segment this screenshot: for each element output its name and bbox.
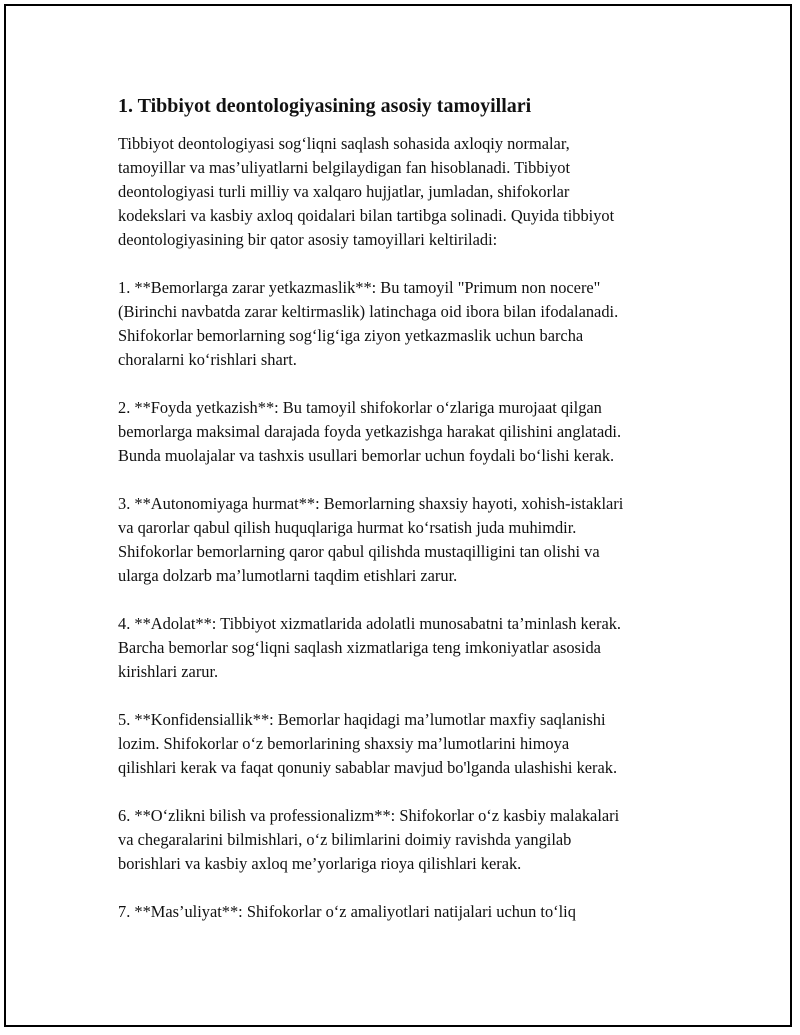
principle-responsibility-paragraph: 7. **Mas’uliyat**: Shifokorlar o‘z amaliyotlari natijalari uchun to‘liq	[118, 902, 576, 921]
principle-no-harm-paragraph: 1. **Bemorlarga zarar yetkazmaslik**: Bu tamoyil "Primum non nocere" (Birinchi navbatda zarar keltirmaslik) latinchaga oid ibora bilan ifodalanadi. Shifokorlar bemorlarning sog‘lig‘iga ziyon yetkazmaslik uchun barcha choralarni ko‘rishlari shart.	[118, 278, 619, 369]
section-heading: 1. Tibbiyot deontologiyasining asosiy tamoyillari	[118, 95, 532, 117]
principle-professionalism-paragraph: 6. **O‘zlikni bilish va professionalizm**: Shifokorlar o‘z kasbiy malakalari va chegaralarini bilmishlari, o‘z bilimlarini doimiy ravishda yangilab borishlari va kasbiy axloq me’yorlariga rioya qilishlari kerak.	[118, 806, 620, 873]
intro-paragraph: Tibbiyot deontologiyasi sog‘liqni saqlash sohasida axloqiy normalar, tamoyillar va mas’uliyatlarni belgilaydigan fan hisoblanadi. Tibbiyot deontologiyasi turli milliy va xalqaro hujjatlar, jumladan, shifokorlar kodekslari va kasbiy axloq qoidalari bilan tartibga solinadi. Quyida tibbiyot deontologiyasining bir qator asosiy tamoyillari keltiriladi:	[118, 134, 615, 249]
principle-justice-paragraph: 4. **Adolat**: Tibbiyot xizmatlarida adolatli munosabatni ta’minlash kerak. Barcha bemorlar sog‘liqni saqlash xizmatlariga teng imkoniyatlar asosida kirishlari zarur.	[118, 614, 622, 681]
document-body	[118, 92, 698, 948]
principle-autonomy-paragraph: 3. **Autonomiyaga hurmat**: Bemorlarning shaxsiy hayoti, xohish-istaklari va qarorlar qabul qilish huquqlariga hurmat ko‘rsatish juda muhimdir. Shifokorlar bemorlarning qaror qabul qilishda mustaqilligini tan olishi va ularga dolzarb ma’lumotlarni taqdim etishlari zarur.	[118, 494, 624, 585]
principle-confidentiality-paragraph: 5. **Konfidensiallik**: Bemorlar haqidagi ma’lumotlar maxfiy saqlanishi lozim. Shifokorlar o‘z bemorlarining shaxsiy ma’lumotlarini himoya qilishlari kerak va faqat qonuniy sabablar mavjud bo'lganda ulashishi kerak.	[118, 710, 618, 777]
principle-beneficence-paragraph: 2. **Foyda yetkazish**: Bu tamoyil shifokorlar o‘zlariga murojaat qilgan bemorlarga maksimal darajada foyda yetkazishga harakat qilishini anglatadi. Bunda muolajalar va tashxis usullari bemorlar uchun foydali bo‘lishi kerak.	[118, 398, 622, 465]
